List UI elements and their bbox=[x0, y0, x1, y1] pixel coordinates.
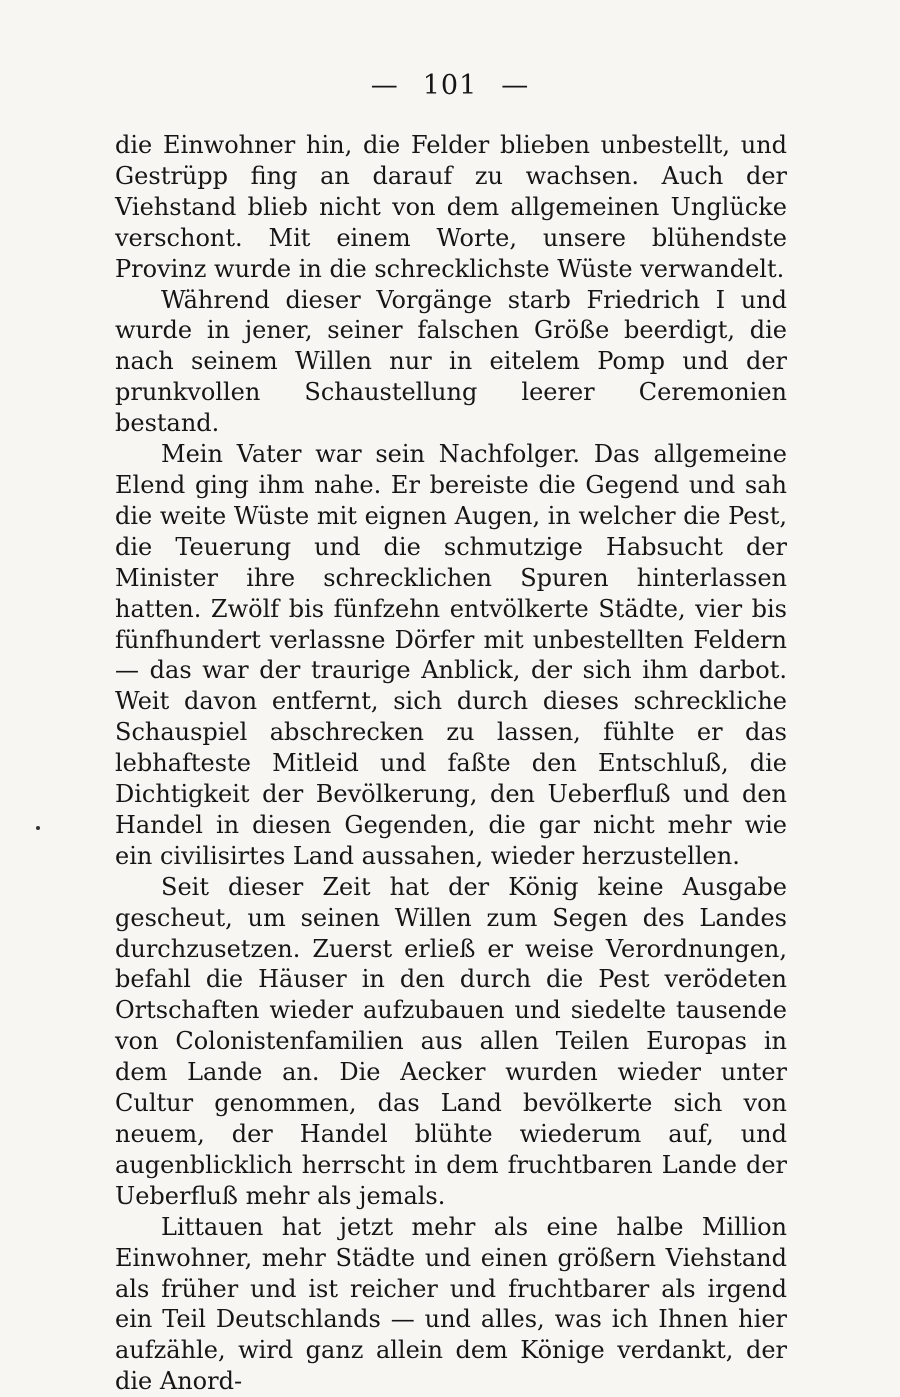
page-number bbox=[0, 70, 900, 101]
paragraph-2: Während dieser Vorgänge starb Friedrich I und wurde in jener, seiner falschen Größe beerdigt, die nach seinem Willen nur in eitelem Pomp und der prunkvollen Schaustellung leerer Ceremonien bestand. bbox=[115, 285, 787, 438]
margin-mark bbox=[36, 826, 40, 830]
dash-right: — bbox=[501, 70, 530, 101]
paragraph-3: Mein Vater war sein Nachfolger. Das allgemeine Elend ging ihm nahe. Er bereiste die Gegend und sah die weite Wüste mit eignen Augen, in welcher die Pest, die Teuerung und die schmutzige Habsucht der Minister ihre schrecklichen Spuren hinterlassen hatten. Zwölf bis fünfzehn entvölkerte Städte, vier bis fünfhundert verlassne Dörfer mit unbestellten Feldern — das war der traurige Anblick, der sich ihm darbot. Weit davon entfernt, sich durch dieses schreckliche Schauspiel abschrecken zu lassen, fühlte er das lebhafteste Mitleid und faßte den Entschluß, die Dichtigkeit der Bevölkerung, den Ueberfluß und den Handel in diesen Gegenden, die gar nicht mehr wie ein civilisirtes Land aussahen, wieder herzustellen. bbox=[115, 440, 787, 870]
paragraph-4: Seit dieser Zeit hat der König keine Ausgabe gescheut, um seinen Willen zum Segen des Landes durchzusetzen. Zuerst erließ er weise Verordnungen, befahl die Häuser in den durch die Pest verödeten Ortschaften wieder aufzubauen und siedelte tausende von Colonistenfamilien aus allen Teilen Europas in dem Lande an. Die Aecker wurden wieder unter Cultur genommen, das Land bevölkerte sich von neuem, der Handel blühte wiederum auf, und augenblicklich herrscht in dem fruchtbaren Lande der Ueberfluß mehr als jemals. bbox=[115, 872, 787, 1210]
page-number-value: 101 bbox=[422, 70, 478, 101]
paragraph-1: die Einwohner hin, die Felder blieben unbestellt, und Gestrüpp fing an darauf zu wachsen. Auch der Viehstand blieb nicht von dem allgemeinen Unglücke verschont. Mit einem Worte, unsere blühendste Provinz wurde in die schrecklichste Wüste verwandelt. bbox=[115, 131, 787, 283]
dash-left: — bbox=[370, 70, 399, 101]
paragraph-5: Littauen hat jetzt mehr als eine halbe Million Einwohner, mehr Städte und einen größern Viehstand als früher und ist reicher und fruchtbarer als irgend ein Teil Deutschlands — und alles, was ich Ihnen hier aufzähle, wird ganz allein dem Könige verdankt, der die Anord- bbox=[115, 1212, 787, 1396]
body-text bbox=[115, 130, 787, 1397]
